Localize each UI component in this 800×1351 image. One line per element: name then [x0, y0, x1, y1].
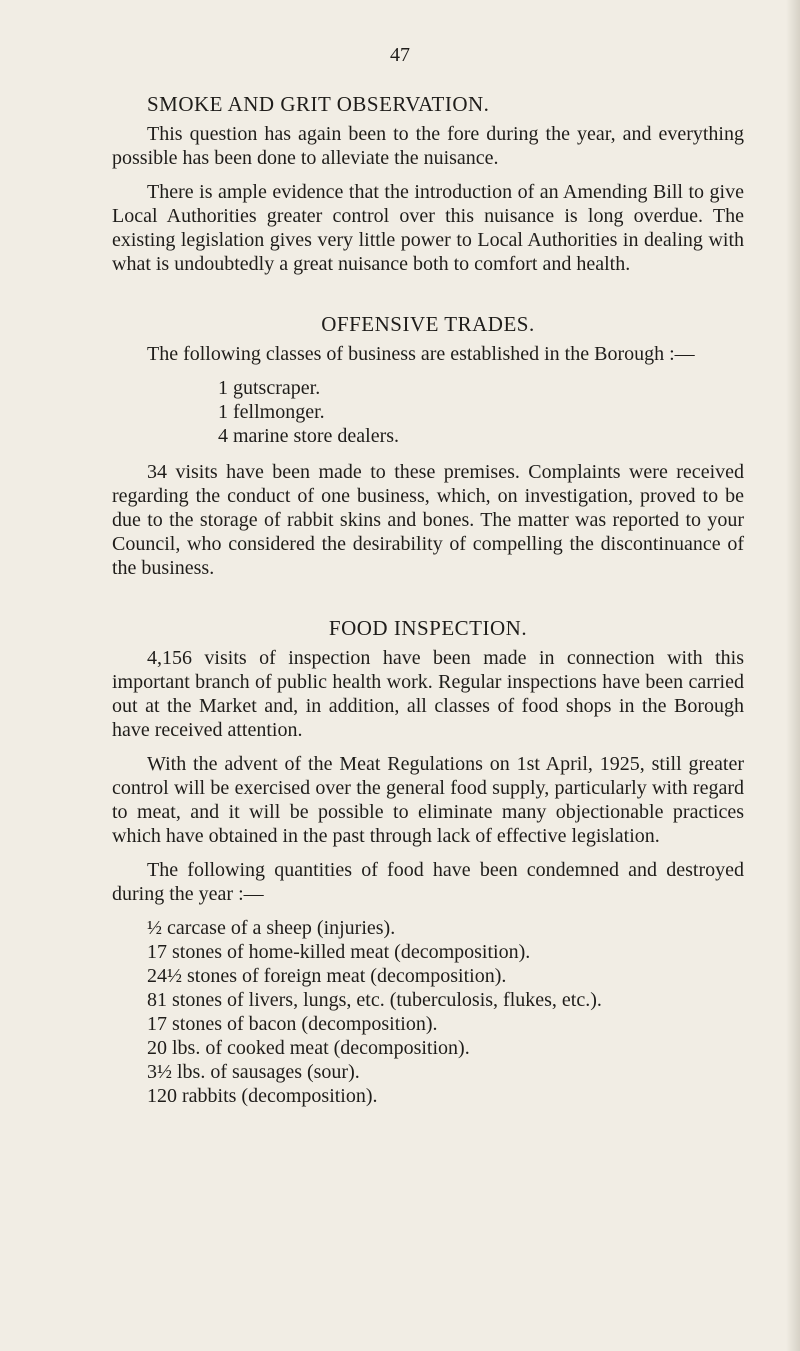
list-item: 20 lbs. of cooked meat (decomposition). [147, 1037, 470, 1059]
list-item: ½ carcase of a sheep (injuries). [147, 917, 396, 939]
section-smoke [112, 92, 744, 276]
section-title-offensive-trades: OFFENSIVE TRADES. [321, 312, 535, 336]
list-item: 1 gutscraper. [218, 377, 321, 399]
list-item: 3½ lbs. of sausages (sour). [147, 1061, 360, 1083]
list-item: 17 stones of home-killed meat (decomposition). [147, 941, 531, 963]
paragraph: 34 visits have been made to these premises. Complaints were received regarding the conduct of one business, which, on investigation, proved to be due to the storage of rabbit skins and bones. The matter was reported to your Council, who considered the desirability of compelling the discontinuance of the business. [112, 461, 744, 579]
section-offensive-trades [112, 312, 744, 580]
list-item: 120 rabbits (decomposition). [147, 1085, 378, 1107]
section-title-smoke: SMOKE AND GRIT OBSERVATION. [147, 92, 490, 116]
paragraph: With the advent of the Meat Regulations on 1st April, 1925, still greater control will be exercised over the general food supply, particularly with regard to meat, and it will be possible to eliminate many objectionable practices which have obtained in the past through lack of effective legislation. [112, 753, 744, 847]
page-number: 47 [390, 44, 410, 66]
condemned-food-list [147, 916, 744, 1108]
business-list [218, 376, 744, 448]
list-item: 17 stones of bacon (decomposition). [147, 1013, 438, 1035]
page-content [112, 92, 744, 1108]
list-item: 81 stones of livers, lungs, etc. (tuberculosis, flukes, etc.). [147, 989, 602, 1011]
section-food-inspection [112, 616, 744, 1108]
page-edge-shadow [786, 0, 800, 1351]
paragraph: 4,156 visits of inspection have been made in connection with this important branch of public health work. Regular inspections have been carried out at the Market and, in addition, all classes of food shops in the Borough have received attention. [112, 647, 744, 741]
list-item: 1 fellmonger. [218, 401, 325, 423]
paragraph: This question has again been to the fore during the year, and everything possible has been done to alleviate the nuisance. [112, 123, 744, 169]
list-item: 24½ stones of foreign meat (decomposition). [147, 965, 507, 987]
paragraph: The following quantities of food have been condemned and destroyed during the year :— [112, 859, 744, 905]
paragraph: There is ample evidence that the introduction of an Amending Bill to give Local Authorities greater control over this nuisance is long overdue. The existing legislation gives very little power to Local Authorities in dealing with what is undoubtedly a great nuisance both to comfort and health. [112, 181, 744, 275]
section-title-food-inspection: FOOD INSPECTION. [328, 616, 528, 640]
list-item: 4 marine store dealers. [218, 425, 400, 447]
paragraph: The following classes of business are established in the Borough :— [147, 343, 695, 365]
